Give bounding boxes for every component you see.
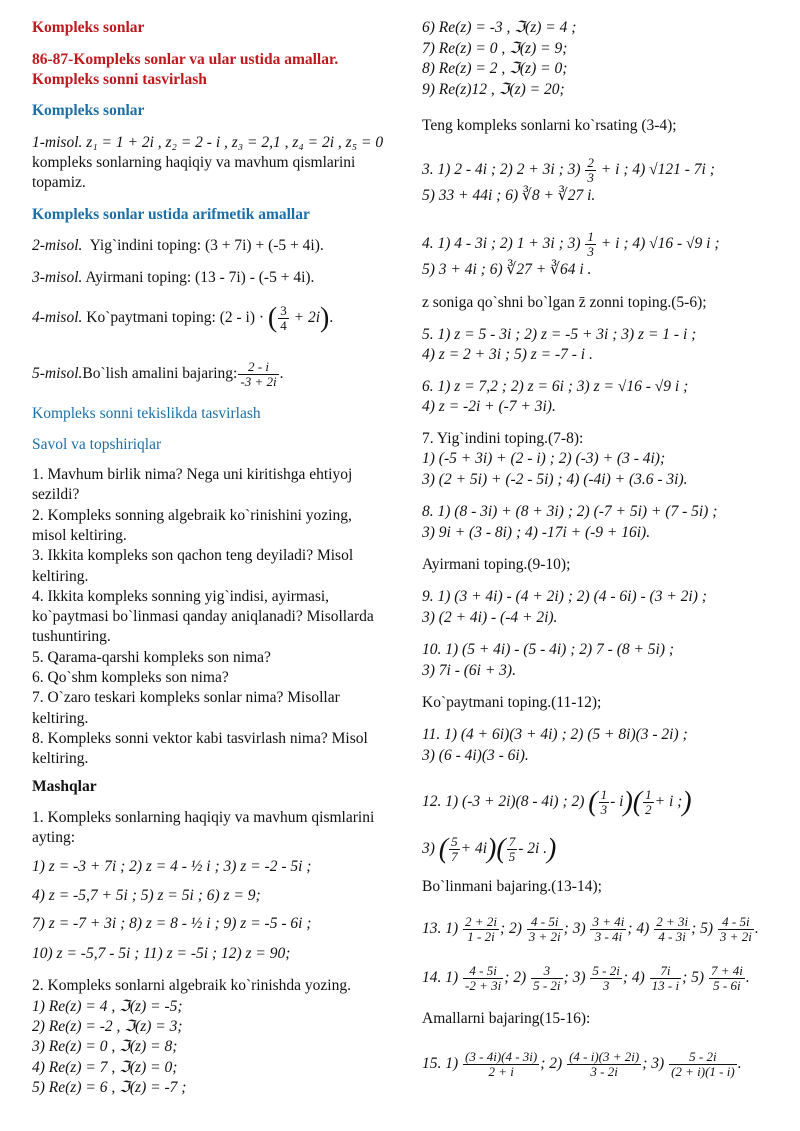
task-12-row: 3) ( $\frac{5}{7}$ + 4i)( $\frac{7}{5}$ - 2i .) — [422, 833, 557, 865]
example-5: 5-misol.Bo`lish amalini bajaring: $\frac{2 - i}{-3 + 2i}$ . — [32, 359, 284, 389]
text-line: 1) Re(z) = 4 , ℑ(z) = -5; — [32, 998, 183, 1015]
fraction: $\frac{2 + 3i}{4 - 3i}$ — [656, 914, 689, 944]
text-line: sezildi? — [32, 486, 80, 504]
example-label: 1-misol. — [32, 134, 83, 151]
example-label: 5-misol. — [32, 365, 83, 383]
task-8-row: 3) 9i + (3 - 8i) ; 4) -17i + (-9 + 16i). — [422, 524, 651, 541]
text-line: keltiring. — [32, 709, 89, 727]
example-formula: z₁ = 1 + 2i , z₂ = 2 - i , z₃ = 2,1 , z₄ = 2i , z₅ = 0 — [86, 134, 384, 151]
section-heading: 86-87-Kompleks sonlar va ular ustida amallar. — [32, 51, 339, 68]
fraction: $\frac{3}{5 - 2i}$ — [533, 963, 561, 993]
task-2-heading: 2. Kompleks sonlarni algebraik ko`rinishda yozing. — [32, 977, 351, 994]
text-line: keltiring. — [32, 567, 89, 585]
example-text: Ko`paytmani toping: (2 - i) · — [86, 309, 265, 327]
fraction: $\frac{3}{4}$ — [280, 303, 287, 333]
text-line: misol keltiring. — [32, 526, 127, 544]
example-label: 3-misol. — [32, 269, 83, 286]
fraction: $\frac{1}{3}$ — [587, 229, 594, 259]
example-2 — [32, 236, 324, 256]
fraction: $\frac{7 + 4i}{5 - 6i}$ — [710, 963, 743, 993]
example-tail: + 2i — [293, 309, 321, 327]
separator: ; 5) — [691, 920, 717, 938]
task-7-row: 3) (2 + 5i) + (-2 - 5i) ; 4) (-4i) + (3.6 - 3i). — [422, 471, 688, 488]
text-line: keltiring. — [32, 750, 89, 768]
text-line: 7. O`zaro teskari kompleks sonlar nima? Misollar — [32, 689, 340, 707]
heading-conjugate: z soniga qo`shni bo`lgan z̄ zonni toping.(5-6); — [422, 294, 707, 311]
task-6-row: 4) z = -2i + (-7 + 3i). — [422, 398, 556, 415]
separator: . — [745, 969, 750, 987]
task-10-row: 10. 1) (5 + 4i) - (5 - 4i) ; 2) 7 - (8 + 5i) ; — [422, 641, 675, 658]
task-13-row — [422, 915, 759, 944]
task-8-row: 8. 1) (8 - 3i) + (8 + 3i) ; 2) (-7 + 5i) + (7 - 5i) ; — [422, 503, 718, 520]
task-10-row: 3) 7i - (6i + 3). — [422, 662, 516, 679]
heading-operations: Amallarni bajaring(15-16): — [422, 1010, 591, 1027]
task-9-row: 9. 1) (3 + 4i) - (4 + 2i) ; 2) (4 - 6i) - (3 + 2i) ; — [422, 588, 707, 605]
example-1 — [32, 133, 383, 153]
text-line: 4) Re(z) = 7 , ℑ(z) = 0; — [32, 1058, 178, 1076]
separator: ; 3) — [563, 920, 590, 938]
text-line: 5. Qarama-qarshi kompleks son nima? — [32, 648, 271, 666]
mashqlar-heading: Mashqlar — [32, 778, 97, 795]
text-line: 7) Re(z) = 0 , ℑ(z) = 9; — [422, 39, 568, 57]
fraction: $\frac{4 - 5i}{3 + 2i}$ — [528, 914, 561, 944]
subheading-tekislik: Kompleks sonni tekislikda tasvirlash — [32, 405, 261, 422]
task-3-row: 5) 33 + 44i ; 6) ∛8 + ∛27 i. — [422, 187, 596, 204]
task-4-row: 4. 1) 4 - 3i ; 2) 1 + 3i ; 3) $\frac{1}{3}$ + i ; 4) √16 - √9 i ; — [422, 229, 720, 259]
paragraph-line: topamiz. — [32, 174, 86, 191]
example-label: 4-misol. — [32, 309, 83, 327]
text-line: 6) Re(z) = -3 , ℑ(z) = 4 ; — [422, 19, 577, 36]
task-6-row: 6. 1) z = 7,2 ; 2) z = 6i ; 3) z = √16 - √9 i ; — [422, 378, 689, 395]
text-line: 1. Mavhum birlik nima? Nega uni kiritishga ehtiyoj — [32, 466, 353, 483]
task-label: 13. 1) — [422, 920, 463, 938]
text-line: 6. Qo`shm kompleks son nima? — [32, 669, 229, 686]
separator: ; 3) — [563, 969, 590, 987]
task-1-row: 7) z = -7 + 3i ; 8) z = 8 - ½ i ; 9) z = -5 - 6i ; — [32, 915, 312, 932]
page-title: Kompleks sonlar — [32, 19, 145, 36]
separator: ; 3) — [642, 1055, 669, 1073]
separator: ; 5) — [682, 969, 708, 987]
text-line: 3. Ikkita kompleks son qachon teng deyiladi? Misol — [32, 547, 354, 565]
separator: ; 2) — [540, 1055, 567, 1073]
task-5-row: 5. 1) z = 5 - 3i ; 2) z = -5 + 3i ; 3) z = 1 - i ; — [422, 326, 697, 343]
fraction: $\frac{3 + 4i}{3 - 4i}$ — [592, 914, 625, 944]
subheading-kompleks-sonlar: Kompleks sonlar — [32, 102, 145, 119]
text-line: 9) Re(z)12 , ℑ(z) = 20; — [422, 80, 565, 98]
fraction: $\frac{(4 - i)(3 + 2i)}{3 - 2i}$ — [569, 1049, 640, 1079]
heading-equal: Teng kompleks sonlarni ko`rsating (3-4); — [422, 117, 677, 134]
text-line: 3) Re(z) = 0 , ℑ(z) = 8; — [32, 1038, 178, 1056]
fraction: $\frac{4 - 5i}{-2 + 3i}$ — [465, 963, 502, 993]
task-9-row: 3) (2 + 4i) - (-4 + 2i). — [422, 609, 558, 626]
example-text: Ayirmani toping: (13 - 7i) - (-5 + 4i). — [85, 269, 315, 286]
task-15-row — [422, 1050, 742, 1079]
text-line: 2) Re(z) = -2 , ℑ(z) = 3; — [32, 1018, 183, 1036]
subheading-arithmetic: Kompleks sonlar ustida arifmetik amallar — [32, 206, 310, 223]
task-1-row: 1) z = -3 + 7i ; 2) z = 4 - ½ i ; 3) z = -2 - 5i ; — [32, 858, 312, 875]
example-4: 4-misol. Ko`paytmani toping: (2 - i) · ( $\frac{3}{4}$ + 2i). — [32, 302, 334, 334]
task-1-row: 4) z = -5,7 + 5i ; 5) z = 5i ; 6) z = 9; — [32, 887, 261, 904]
separator: . — [754, 920, 759, 938]
subheading-savol: Savol va topshiriqlar — [32, 436, 162, 453]
fraction: $\frac{2}{3}$ — [587, 155, 594, 185]
example-3 — [32, 268, 314, 288]
fraction: $\frac{7i}{13 - i}$ — [651, 963, 680, 993]
task-11-row: 11. 1) (4 + 6i)(3 + 4i) ; 2) (5 + 8i)(3 - 2i) ; — [422, 726, 688, 743]
separator: ; 2) — [504, 969, 531, 987]
fraction: $\frac{2 + 2i}{1 - 2i}$ — [465, 914, 497, 944]
example-text: Yig`indini toping: (3 + 7i) + (-5 + 4i). — [89, 237, 324, 254]
example-label: 2-misol. — [32, 237, 83, 254]
fraction: $\frac{2 - i}{-3 + 2i}$ — [240, 359, 277, 389]
heading-multiplication: Ko`paytmani toping.(11-12); — [422, 694, 602, 711]
section-heading-cont: Kompleks sonni tasvirlash — [32, 71, 207, 88]
task-label: 15. 1) — [422, 1055, 463, 1073]
task-7-row: 1) (-5 + 3i) + (2 - i) ; 2) (-3) + (3 - 4i); — [422, 450, 666, 467]
separator: ; 4) — [622, 969, 649, 987]
task-1-text: 1. Kompleks sonlarning haqiqiy va mavhum qismlarini — [32, 809, 375, 826]
task-label: 14. 1) — [422, 969, 463, 987]
text-line: ko`paytmasi bo`linmasi qanday aniqlanadi? Misollarda — [32, 608, 374, 626]
task-4-row: 5) 3 + 4i ; 6) ∛27 + ∛64 i . — [422, 261, 592, 278]
text-line: tushuntiring. — [32, 628, 111, 646]
fraction: $\frac{4 - 5i}{3 + 2i}$ — [719, 914, 752, 944]
task-12-row: 12. 1) (-3 + 2i)(8 - 4i) ; 2) ( $\frac{1}{3}$ - i)( $\frac{1}{2}$ + i ;) — [422, 786, 692, 818]
text-line: 8. Kompleks sonni vektor kabi tasvirlash nima? Misol — [32, 729, 368, 747]
heading-division: Bo`linmani bajaring.(13-14); — [422, 878, 602, 895]
heading-subtraction: Ayirmani toping.(9-10); — [422, 556, 571, 573]
task-11-row: 3) (6 - 4i)(3 - 6i). — [422, 747, 529, 764]
task-7-heading: 7. Yig`indini toping.(7-8): — [422, 430, 584, 447]
fraction: $\frac{5 - 2i}{3}$ — [592, 963, 620, 993]
example-text: Bo`lish amalini bajaring: — [82, 365, 238, 383]
separator: ; 2) — [499, 920, 526, 938]
task-1-text-cont: ayting: — [32, 829, 76, 846]
text-line: 4. Ikkita kompleks sonning yig`indisi, ayirmasi, — [32, 587, 330, 605]
task-5-row: 4) z = 2 + 3i ; 5) z = -7 - i . — [422, 346, 593, 363]
separator: ; 4) — [627, 920, 654, 938]
text-line: 2. Kompleks sonning algebraik ko`rinishini yozing, — [32, 506, 352, 524]
paragraph-line: kompleks sonlarning haqiqiy va mavhum qismlarini — [32, 154, 356, 171]
task-1-row: 10) z = -5,7 - 5i ; 11) z = -5i ; 12) z = 90; — [32, 945, 291, 962]
task-3-row: 3. 1) 2 - 4i ; 2) 2 + 3i ; 3) $\frac{2}{3}$ + i ; 4) √121 - 7i ; — [422, 155, 715, 185]
text-line: 5) Re(z) = 6 , ℑ(z) = -7 ; — [32, 1078, 187, 1096]
fraction: $\frac{(3 - 4i)(4 - 3i)}{2 + i}$ — [465, 1049, 538, 1079]
fraction: $\frac{5 - 2i}{(2 + i)(1 - i)}$ — [671, 1049, 735, 1079]
separator: . — [737, 1055, 742, 1073]
task-14-row — [422, 964, 750, 993]
text-line: 8) Re(z) = 2 , ℑ(z) = 0; — [422, 60, 568, 77]
